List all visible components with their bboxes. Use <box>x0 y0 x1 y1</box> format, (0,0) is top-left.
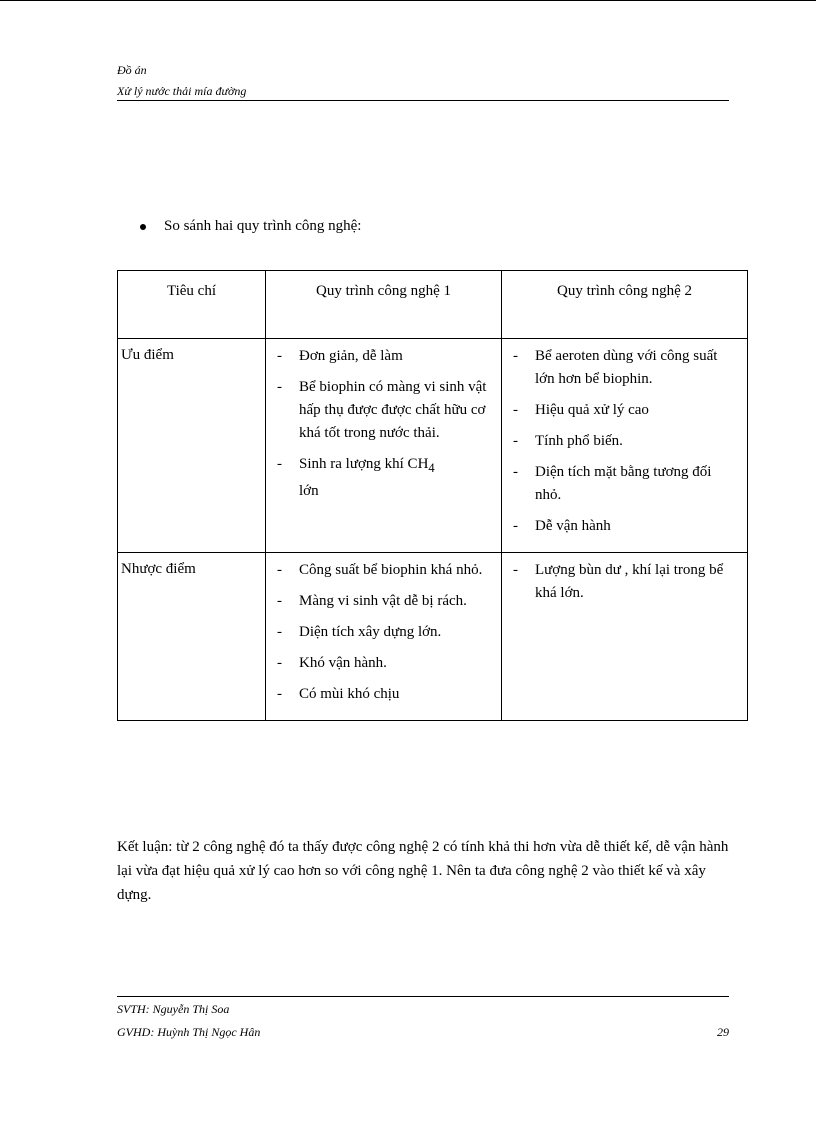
header-tech-1: Quy trình công nghệ 1 <box>266 271 502 339</box>
page-header <box>117 60 729 102</box>
footer-divider <box>117 996 729 997</box>
list-item: - Công suất bể biophin khá nhỏ. <box>299 559 493 582</box>
list-item: - Màng vi sinh vật dễ bị rách. <box>299 590 493 613</box>
table-header-row <box>118 271 748 339</box>
list-item: - Khó vận hành. <box>299 652 493 675</box>
footer-student: SVTH: Nguyễn Thị Soa <box>117 1002 230 1016</box>
table-row-advantages <box>118 339 748 553</box>
header-title: Xử lý nước thải mía đường <box>117 84 247 98</box>
list-item: - Diện tích xây dựng lớn. <box>299 621 493 644</box>
header-tech-2: Quy trình công nghệ 2 <box>502 271 748 339</box>
criterion-disadvantages: Nhược điểm <box>118 553 266 721</box>
page-footer <box>117 998 729 1044</box>
header-project: Đồ án <box>117 63 147 77</box>
list-item: - Đơn giản, dễ làm <box>299 345 493 368</box>
criterion-advantages: Ưu điểm <box>118 339 266 553</box>
table-row-disadvantages <box>118 553 748 721</box>
list-item: - Lượng bùn dư , khí lại trong bể khá lớn. <box>535 559 739 605</box>
header-criteria: Tiêu chí <box>118 271 266 339</box>
list-item: - Bể aeroten dùng với công suất lớn hơn bể biophin. <box>535 345 739 391</box>
list-item: - Có mùi khó chịu <box>299 683 493 706</box>
page-number: 29 <box>717 1025 729 1039</box>
list-item: - Hiệu quả xử lý cao <box>535 399 739 422</box>
tech1-disadvantages <box>266 553 502 721</box>
tech2-advantages <box>502 339 748 553</box>
intro-text: So sánh hai quy trình công nghệ: <box>164 218 362 234</box>
footer-advisor: GVHD: Huỳnh Thị Ngọc Hân <box>117 1025 261 1039</box>
list-item: - Sinh ra lượng khí $CH_4$ lớn <box>299 453 493 503</box>
list-item: - Bể biophin có màng vi sinh vật hấp thụ được được chất hữu cơ khá tốt trong nước thải. <box>299 376 493 445</box>
tech2-disadvantages <box>502 553 748 721</box>
list-item: - Dễ vận hành <box>535 515 739 538</box>
comparison-table <box>117 270 748 721</box>
list-item: - Diện tích mặt bằng tương đối nhỏ. <box>535 461 739 507</box>
conclusion-paragraph: Kết luận: từ 2 công nghệ đó ta thấy được công nghệ 2 có tính khả thi hơn vừa dễ thiết kế, dễ vận hành lại vừa đạt hiệu quả xử lý cao hơn so với công nghệ 1. Nên ta đưa công nghệ 2 vào thiết kế và xây dựng. <box>117 839 729 903</box>
bullet-dot-icon <box>140 224 146 230</box>
header-divider <box>117 100 729 101</box>
tech1-advantages <box>266 339 502 553</box>
intro-bullet <box>140 218 361 235</box>
list-item: - Tính phổ biến. <box>535 430 739 453</box>
top-border <box>0 0 816 1</box>
subscript: 4 <box>428 461 435 475</box>
